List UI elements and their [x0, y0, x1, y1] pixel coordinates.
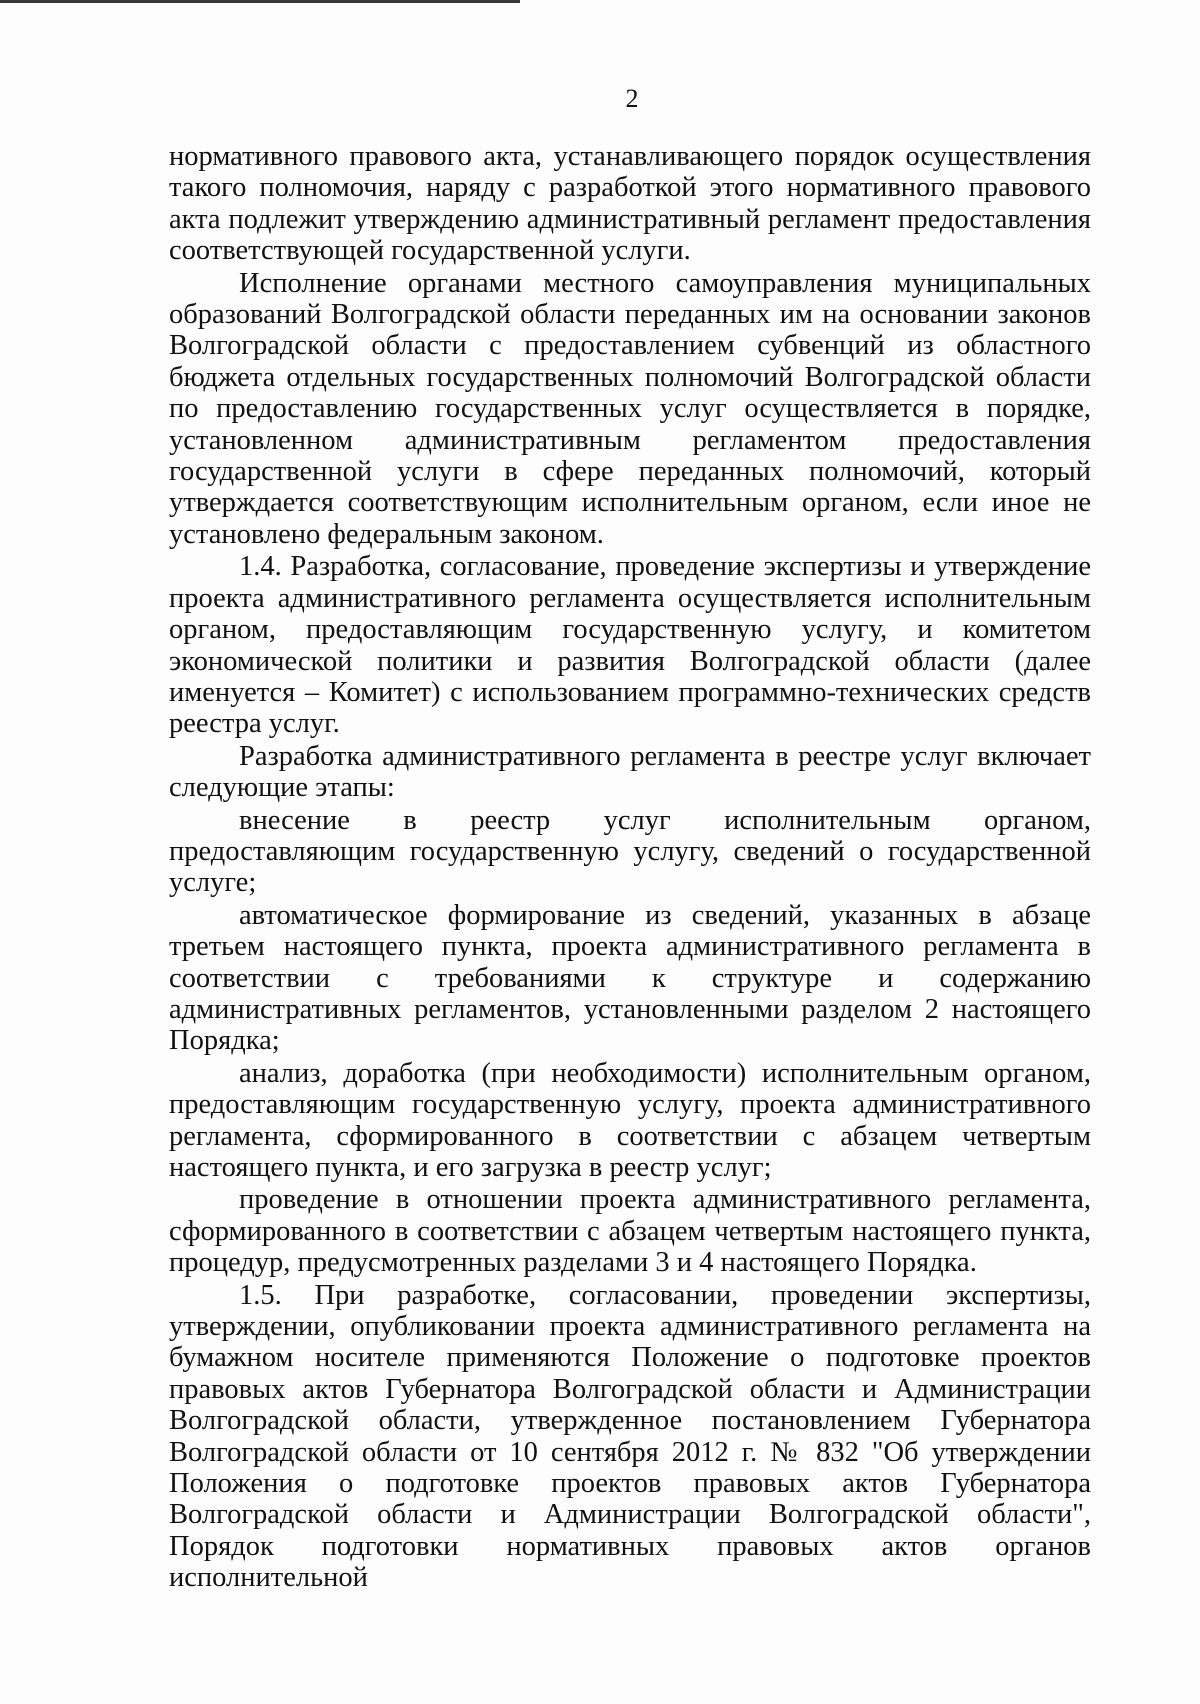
page-number: 2 — [625, 84, 639, 113]
paragraph-stage-3: анализ, доработка (при необходимости) исполнительным органом, предоставляющим государственную услугу, проекта административного регламента, сформированного в соответствии с абзацем четвертым настоящего пункта, и его загрузка в реестр услуг; — [169, 1057, 1091, 1183]
paragraph-stage-1: внесение в реестр услуг исполнительным органом, предоставляющим государственную услугу, сведений о государственной услуге; — [169, 804, 1091, 899]
paragraph-1-5: 1.5. При разработке, согласовании, проведении экспертизы, утверждении, опубликовании проекта административного регламента на бумажном носителе применяются Положение о подготовке проектов правовых актов Губернатора Волгоградской области и Администрации Волгоградской области, утвержденное постановлением Губернатора Волгоградской области от 10 сентября 2012 г. № 832 "Об утверждении Положения о подготовке проектов правовых актов Губернатора Волгоградской области и Администрации Волгоградской области", Порядок подготовки нормативных правовых актов органов исполнительной — [169, 1279, 1091, 1594]
document-body — [169, 141, 1091, 1594]
paragraph-local-government: Исполнение органами местного самоуправления муниципальных образований Волгоградской области переданных им на основании законов Волгоградской области с предоставлением субвенций из областного бюджета отдельных государственных полномочий Волгоградской области по предоставлению государственных услуг осуществляется в порядке, установленном административным регламентом предоставления государственной услуги в сфере переданных полномочий, который утверждается соответствующим исполнительным органом, если иное не установлено федеральным законом. — [169, 267, 1091, 550]
paragraph-stage-4: проведение в отношении проекта административного регламента, сформированного в соответствии с абзацем четвертым настоящего пункта, процедур, предусмотренных разделами 3 и 4 настоящего Порядка. — [169, 1184, 1091, 1279]
paragraph-continuation: нормативного правового акта, устанавливающего порядок осуществления такого полномочия, наряду с разработкой этого нормативного правового акта подлежит утверждению административный регламент предоставления соответствующей государственной услуги. — [169, 141, 1091, 267]
paragraph-stage-2: автоматическое формирование из сведений, указанных в абзаце третьем настоящего пункта, проекта административного регламента в соответствии с требованиями к структуре и содержанию административных регламентов, установленными разделом 2 настоящего Порядка; — [169, 899, 1091, 1057]
paragraph-development-stages: Разработка административного регламента в реестре услуг включает следующие этапы: — [169, 740, 1091, 804]
scan-edge-line — [0, 0, 520, 3]
paragraph-1-4: 1.4. Разработка, согласование, проведение экспертизы и утверждение проекта административного регламента осуществляется исполнительным органом, предоставляющим государственную услугу, и комитетом экономической политики и развития Волгоградской области (далее именуется – Комитет) с использованием программно-технических средств реестра услуг. — [169, 551, 1091, 740]
